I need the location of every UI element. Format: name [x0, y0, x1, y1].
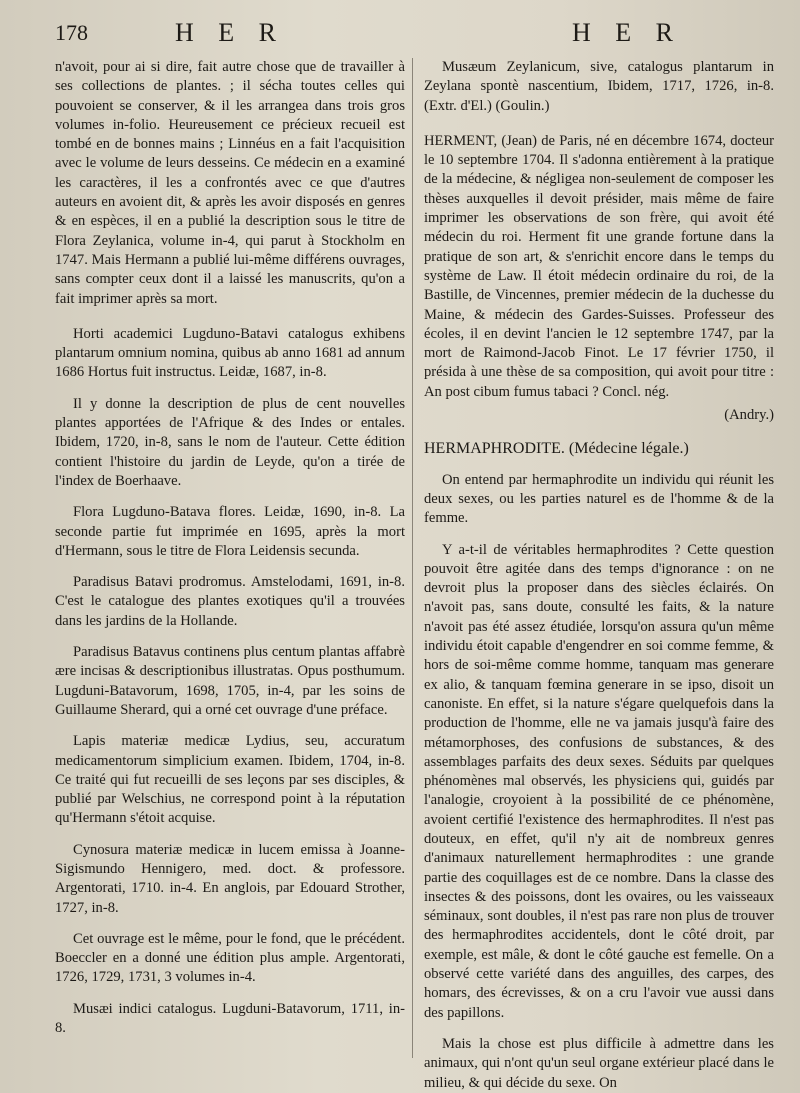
- paragraph: Cet ouvrage est le même, pour le fond, que le précédent. Boeccler en a donné une édition plus ample. Argentorati, 1726, 1729, 1731, 3 volumes in-4.: [55, 930, 405, 986]
- paragraph: n'avoit, pour ai si dire, fait autre chose que de travailler à ses collections de plantes. ; il sécha toutes celles qui pouvoient se conserver, & il les arrangea dans trois gros volumes in-folio. Heureusement ce précieux recueil est tombé en de bonnes mains ; Linnéus en a fait l'acquisition avec le volume de leurs desseins. Ce médecin en a examiné les caractères, il les a confrontés avec ce que d'autres auteurs en avoient dit, & après les avoir disposés en genres & en espèces, il en a publié la description sous le titre de Flora Zeylanica, volume in-4, qui parut à Stockholm en 1747. Mais Hermann a publié lui-même différens ouvrages, sans compter ceux dont il a laissé les manuscrits, qu'on a fait imprimer après sa mort.: [55, 59, 405, 307]
- paragraph: Flora Lugduno-Batava flores. Leidæ, 1690, in-8. La seconde partie fut imprimée en 1695, après la mort d'Hermann, sous le titre de Flora Leidensis secunda.: [55, 504, 405, 559]
- entry-heading: HERMAPHRODITE. (Médecine légale.): [424, 440, 689, 458]
- paragraph: Musæi indici catalogus. Lugduni-Batavorum, 1711, in-8.: [55, 1000, 405, 1037]
- paragraph: Cynosura materiæ medicæ in lucem emissa à Joanne-Sigismundo Hennigero, med. doct. & professore. Argentorati, 1710. in-4. En anglois, par Edouard Strother, 1727, in-8.: [55, 841, 405, 916]
- paragraph: Mais la chose est plus difficile à admettre dans les animaux, qui n'ont qu'un seul organe extérieur placé dans le milieu, & qui décide du sexe. On: [424, 1035, 774, 1091]
- right-column: [424, 58, 774, 1093]
- page-header: [0, 18, 800, 54]
- paragraph: Horti academici Lugduno-Batavi catalogus exhibens plantarum omnium nomina, quibus ab anno 1681 ad annum 1686 Hortus fuit instructus. Leidæ, 1687, in-8.: [55, 325, 405, 381]
- author-signature: (Andry.): [724, 407, 774, 424]
- paragraph: Lapis materiæ medicæ Lydius, seu, accuratum medicamentorum simplicium examen. Ibidem, 1704, in-8. Ce traité qui fut recueilli de ses leçons par ses disciples, & publié par Welschius, ne correspond point à la réputation qu'Hermann s'étoit acquise.: [55, 733, 405, 827]
- paragraph: On entend par hermaphrodite un individu qui réunit les deux sexes, ou les parties naturel es de l'homme & de la femme.: [424, 471, 774, 527]
- running-head-left: H E R: [175, 18, 285, 47]
- page-number: 178: [55, 20, 88, 45]
- running-head-right: H E R: [572, 18, 682, 47]
- paragraph: Paradisus Batavus continens plus centum plantas affabrè ære incisas & descriptionibus illustratas. Opus posthumum. Lugduni-Batavorum, 1698, 1705, in-4, par les soins de Guillaume Sherard, qui a orné cet ouvrage d'une préface.: [55, 644, 405, 718]
- column-divider: [412, 58, 413, 1058]
- paragraph: Y a-t-il de véritables hermaphrodites ? Cette question pouvoit être agitée dans des temps d'ignorance : on ne devroit plus la proposer dans des siècles éclairés. On n'avoit pas, sans doute, consulté les faits, & la nature n'avoit pas été assez étudiée, lorsqu'on assura qu'un même individu étoit capable d'engendrer en soi comme femme, & hors de soi-même comme homme, tanquam mas generare ex alio, & tanquam fœmina generare in se ipso, disoit un canoniste. En effet, si la nature s'égare quelquefois dans la production de l'homme, elle ne va jamais jusqu'à faire des métamorphoses, des confusions de substances, & des assemblages parfaits des deux sexes. Séduits par quelques phénomènes mal observés, les physiciens qui, guidés par l'analogie, croyoient à la possibilité de ce phénomène, avoient certifié l'existence des hermaphrodites. Il n'est pas douteux, en effet, qu'il n'y ait de nombreux genres d'animaux naturellement hermaphrodites : une grande partie des coquillages est de ce nombre. Dans la classe des insectes & des poissons, dont les ovaires, ou les vaisseaux séminaux, sont doubles, il n'est pas rare non plus de trouver des hermaphrodites accidentels, dont le côté droit, par exemple, est mâle, & dont le côté gauche est femelle. On a observé cette variété dans des anguilles, des carpes, des homars, des écrevisses, & on a cru l'avoir vue aussi dans des papillons.: [424, 541, 774, 1021]
- left-column: [55, 58, 405, 1038]
- paragraph: Musæum Zeylanicum, sive, catalogus plantarum in Zeylana spontè nascentium, Ibidem, 1717, 1726, in-8. (Extr. d'El.) (Goulin.): [424, 59, 774, 114]
- paragraph: Paradisus Batavi prodromus. Amstelodami, 1691, in-8. C'est le catalogue des plantes exotiques qu'il a trouvées dans les jardins de la Hollande.: [55, 574, 405, 629]
- entry-herment: HERMENT, (Jean) de Paris, né en décembre 1674, docteur le 10 septembre 1704. Il s'adonna entièrement à la pratique de la médecine, & négligea non-seulement de composer les thèses auxquelles il devoit présider, mais même de faire imprimer les observations de son frère, qui avoit été médecin du roi. Herment fit une grande fortune dans la pratique de son art, & s'enrichit encore dans le temps du système de Law. Il étoit médecin ordinaire du roi, de la Bastille, de Vincennes, premier médecin de la duchesse du Maine, & médecin des Gardes-Suisses. Professeur des écoles, il en devint l'ancien le 12 septembre 1747, par la mort de Raimond-Jacob Finot. Le 17 février 1750, il présida à une thèse de sa composition, qui avoit pour titre : An post cibum fumus tabaci ? Concl. nég.: [424, 132, 774, 400]
- paragraph: Il y donne la description de plus de cent nouvelles plantes apportées de l'Afrique & des Indes or entales. Ibidem, 1720, in-8, sans le nom de l'auteur. Cette édition contient l'histoire du jardin de Leyde, qu'on a tirée de l'index de Boerhaave.: [55, 395, 405, 489]
